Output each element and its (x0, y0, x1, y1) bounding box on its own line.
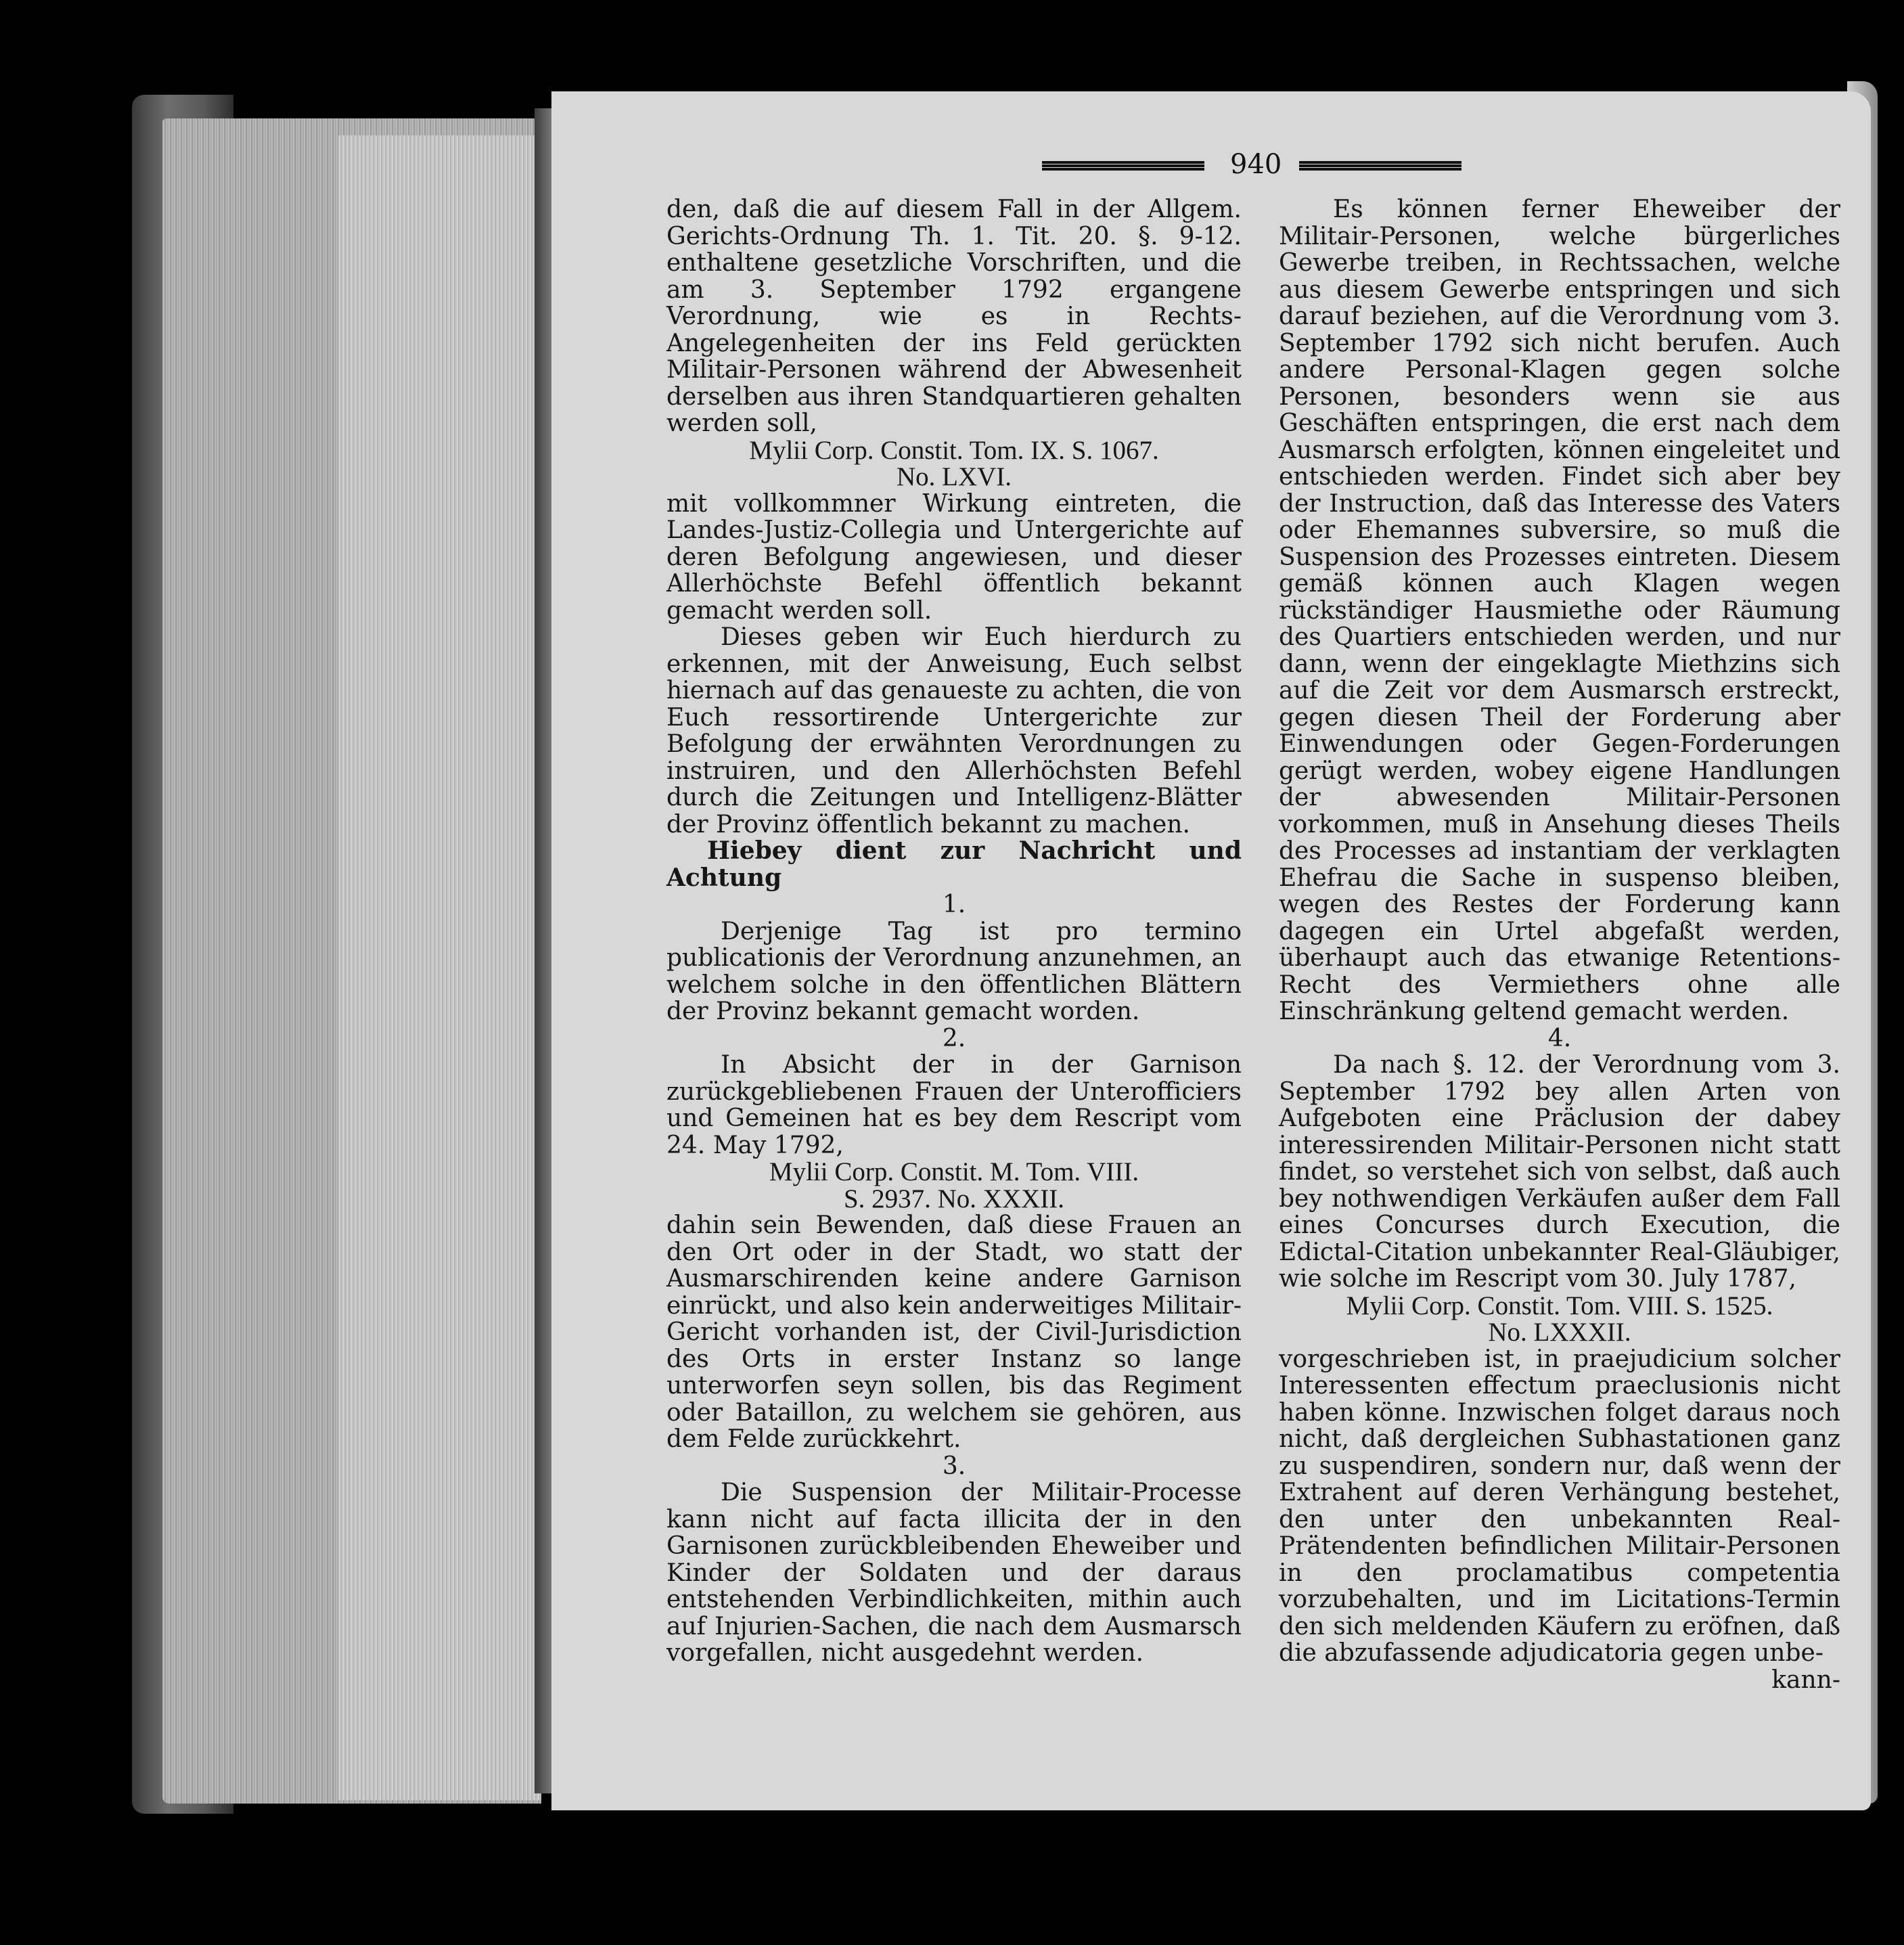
section-number: 1. (942, 891, 966, 918)
paragraph: Derjenige Tag ist pro termino publicationis der Verordnung anzunehmen, an welchem solche in den öffentlichen Blättern der Provinz bekannt gemacht worden. (666, 917, 1242, 1025)
page-edges-inner (338, 135, 541, 1800)
paragraph: In Absicht der in der Garnison zurückgebliebenen Frauen der Unterofficiers und Gemeinen hat es bey dem Rescript vom 24. May 1792, (666, 1051, 1242, 1159)
paragraph: Da nach §. 12. der Verordnung vom 3. September 1792 bey allen Arten von Aufgeboten eine Präclusion der dabey interessirenden Militair-Personen nicht statt findet, so verstehet sich von selbst, daß auch bey nothwendigen Verkäufen außer dem Fall eines Concurses durch Execution, die Edictal-Citation unbekannter Real-Gläubiger, wie solche im Rescript vom 30. July 1787, (1279, 1051, 1840, 1293)
paragraph: vorgeschrieben ist, in praejudicium solcher Interessenten effectum praeclusionis nicht haben könne. Inzwischen folget daraus noch nicht, daß dergleichen Subhastationen ganz zu suspendiren, sondern nur, daß wenn der Extrahent auf deren Verhängung bestehet, den unter den unbekannten Real-Prätendenten befindlichen Militair-Personen in den proclamatibus competentia vorzubehalten, und im Licitations-Termin den sich meldenden Käufern zu eröfnen, daß die abzufassende adjudicatoria gegen unbe- (1279, 1345, 1840, 1667)
section-number: 2. (942, 1024, 966, 1052)
citation-line: No. LXVI. (896, 462, 1012, 491)
header-rule-left (1042, 161, 1204, 171)
page-number: 940 (1230, 149, 1282, 180)
paragraph: Dieses geben wir Euch hierdurch zu erkennen, mit der Anweisung, Euch selbst hiernach auf das genaueste zu achten, die von Euch ressortirende Untergerichte zur Befolgung der erwähnten Verordnungen zu instruiren, und den Allerhöchsten Befehl durch die Zeitungen und Intelligenz-Blätter der Provinz öffentlich bekannt zu machen. (666, 623, 1242, 839)
header-rule-right (1299, 161, 1461, 171)
catchword: kann- (1771, 1665, 1840, 1694)
section-heading: Hiebey dient zur Nachricht und Achtung (666, 836, 1242, 892)
page-header (1042, 149, 1461, 183)
paragraph: Die Suspension der Militair-Processe kann nicht auf facta illicita der in den Garnisonen zurückbleibenden Eheweiber und Kinder der Soldaten und der daraus entstehenden Verbindlichkeiten, mithin auch auf Injurien-Sachen, die nach dem Ausmarsch vorgefallen, nicht ausgedehnt werden. (666, 1479, 1242, 1667)
citation-line: Mylii Corp. Constit. Tom. VIII. S. 1525. (1346, 1291, 1773, 1320)
right-text-column (1279, 196, 1840, 1693)
left-text-column (666, 196, 1242, 1667)
paragraph: dahin sein Bewenden, daß diese Frauen an den Ort oder in der Stadt, wo statt der Ausmarschirenden keine andere Garnison einrückt, und also kein anderweitiges Militair-Gericht vorhanden ist, der Civil-Jurisdiction des Orts in erster Instanz so lange unterworfen seyn sollen, bis das Regiment oder Bataillon, zu welchem sie gehören, aus dem Felde zurückkehrt. (666, 1211, 1242, 1453)
section-number: 4. (1547, 1024, 1572, 1052)
section-number: 3. (942, 1452, 966, 1480)
paragraph: Es können ferner Eheweiber der Militair-Personen, welche bürgerliches Gewerbe treiben, in Rechtssachen, welche aus diesem Gewerbe entspringen und sich darauf beziehen, auf die Verordnung vom 3. September 1792 sich nicht berufen. Auch andere Personal-Klagen gegen solche Personen, besonders wenn sie aus Geschäften entspringen, die erst nach dem Ausmarsch erfolgten, können eingeleitet und entschieden werden. Findet sich aber bey der Instruction, daß das Interesse des Vaters oder Ehemannes subversire, so muß die Suspension des Prozesses eintreten. Diesem gemäß können auch Klagen wegen rückständiger Hausmiethe oder Räumung des Quartiers entschieden werden, und nur dann, wenn der eingeklagte Miethzins sich auf die Zeit vor dem Ausmarsch erstreckt, gegen diesen Theil der Forderung aber Einwendungen oder Gegen-Forderungen gerügt werden, wobey eigene Handlungen der abwesenden Militair-Personen vorkommen, muß in Ansehung dieses Theils des Processes ad instantiam der verklagten Ehefrau die Sache in suspenso bleiben, wegen des Restes der Forderung kann dagegen ein Urtel abgefaßt werden, überhaupt auch das etwanige Retentions-Recht des Vermiethers ohne alle Einschränkung geltend gemacht werden. (1279, 196, 1840, 1025)
paragraph: mit vollkommner Wirkung eintreten, die Landes-Justiz-Collegia und Untergerichte auf deren Befolgung angewiesen, und dieser Allerhöchste Befehl öffentlich bekannt gemacht werden soll. (666, 489, 1242, 625)
citation-line: No. LXXXII. (1488, 1318, 1631, 1347)
paragraph: den, daß die auf diesem Fall in der Allgem. Gerichts-Ordnung Th. 1. Tit. 20. §. 9-12. enthaltene gesetzliche Vorschriften, und die am 3. September 1792 ergangene Verordnung, wie es in Rechts-Angelegenheiten der ins Feld gerückten Militair-Personen während der Abwesenheit derselben aus ihren Standquartieren gehalten werden soll, (666, 196, 1242, 437)
citation-line: Mylii Corp. Constit. M. Tom. VIII. (769, 1157, 1139, 1186)
citation-line: Mylii Corp. Constit. Tom. IX. S. 1067. (749, 435, 1159, 465)
citation-line: S. 2937. No. XXXII. (843, 1184, 1065, 1213)
